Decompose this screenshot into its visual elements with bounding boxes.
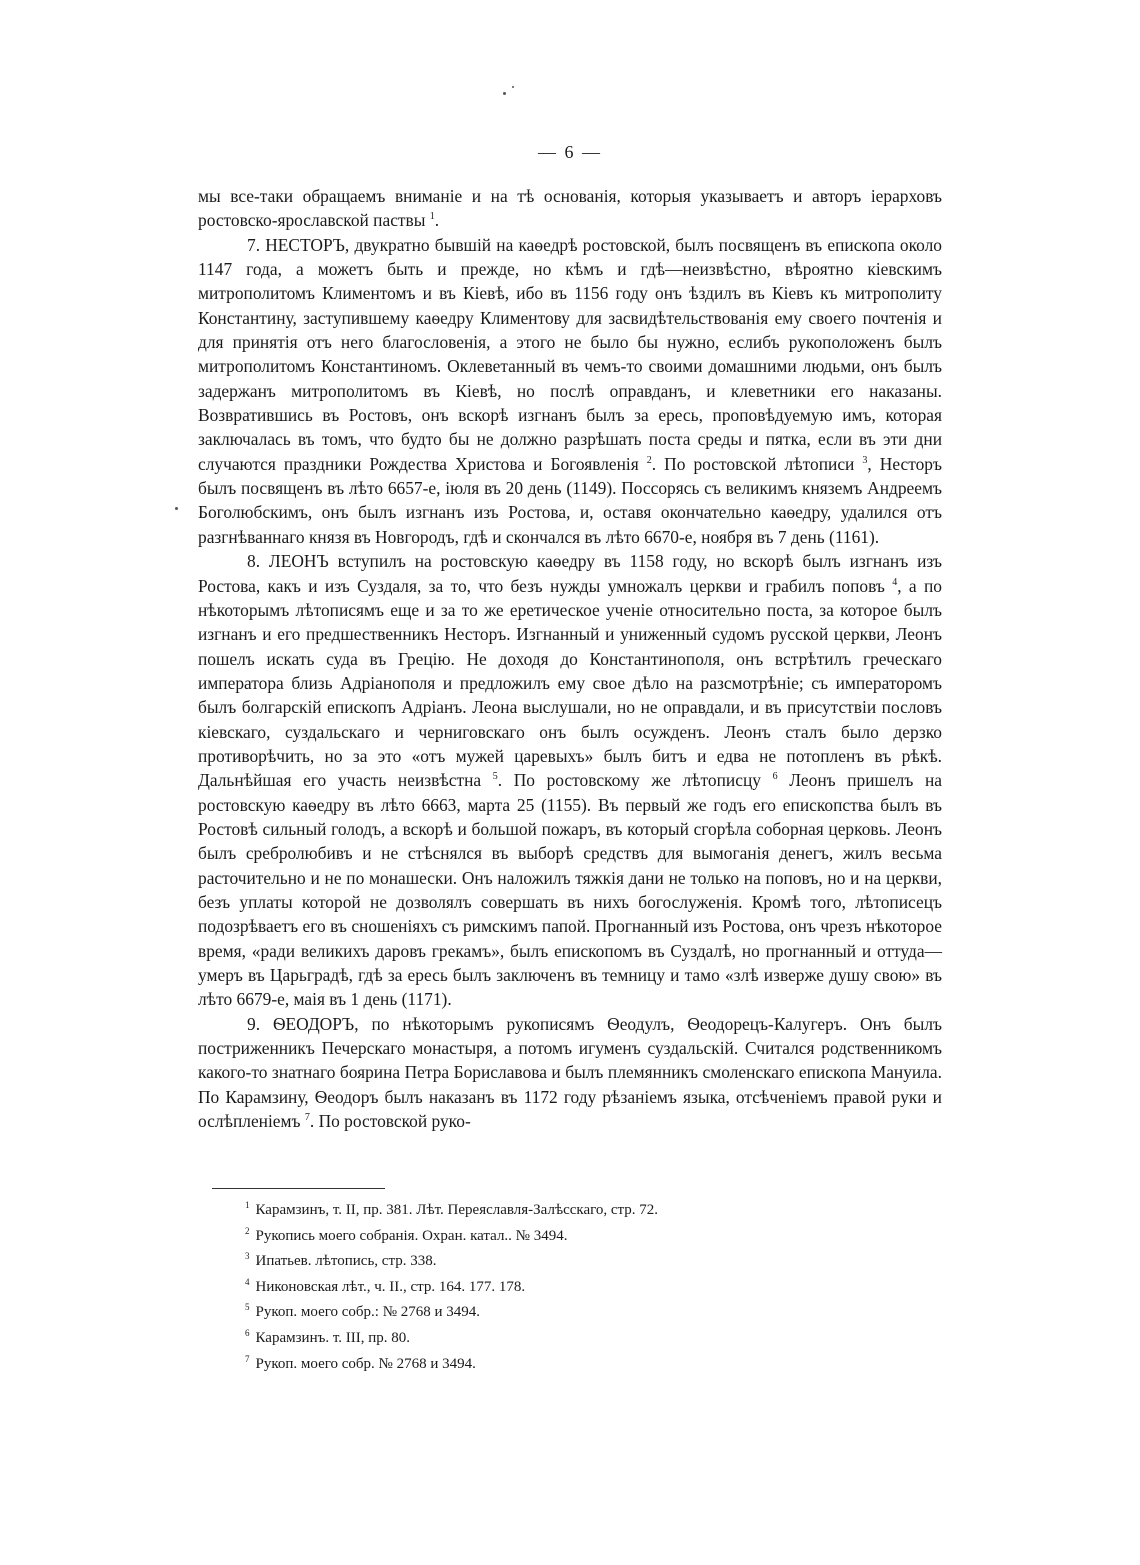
footnote-text: Рукоп. моего собр. № 2768 и 3494. [255, 1355, 476, 1372]
paragraph-text: 7. НЕСТОРЪ, двукратно бывшій на каѳедрѣ ростовской, былъ посвященъ въ епископа около 1147 года, а можетъ быть и прежде, но кѣмъ и гдѣ—неизвѣстно, вѣроятно кіевскимъ митрополитомъ Климентомъ и въ Кіевѣ, ибо въ 1156 году онъ ѣздилъ въ Кіевъ къ митрополиту Константину, заступившему каѳедру Климентову для засвидѣтельствованія ему своего почтенія и для принятія отъ него благословенія, а этого не было бы нужно, еслибъ рукоположенъ былъ митрополитомъ Константиномъ. Оклеветанный въ чемъ-то своими домашними людьми, онъ былъ задержанъ митрополитомъ въ Кіевѣ, но послѣ оправданъ, и клеветники его наказаны. Возвратившись въ Ростовъ, онъ вскорѣ изгнанъ былъ за ересь, проповѣдуемую имъ, которая заключалась въ томъ, что будто бы не должно разрѣшать поста среды и пятка, если въ эти дни случаются праздники Рождества Христова и Богоявленія [198, 234, 942, 474]
footnote-reference: 5 [492, 771, 498, 783]
footnote-reference: 6 [772, 771, 778, 783]
page-number: — 6 — [538, 142, 602, 162]
footnote-reference: 7 [304, 1112, 310, 1124]
paragraph-text: , а по нѣкоторымъ лѣтописямъ еще и за то же еретическое ученіе относительно поста, за которое былъ изгнанъ и его предшественникъ Несторъ. Изгнанный и униженный судомъ русской церкви, Леонъ пошелъ искать суда въ Грецію. Не доходя до Константинополя, онъ встрѣтилъ греческаго императора близь Адріанополя и предложилъ ему свое дѣло на разсмотрѣніе; съ императоромъ былъ болгарскій епископъ Адріанъ. Леона выслушали, но не оправдали, и въ присутствіи пословъ кіевскаго, суздальскаго и черниговскаго онъ былъ осужденъ. Леонъ сталъ было дерзко противорѣчить, но за это «отъ мужей царевыхъ» былъ битъ и едва не потопленъ въ рѣкѣ. Дальнѣйшая его участь неизвѣстна [198, 575, 942, 791]
footnote-mark: 5 [245, 1302, 250, 1313]
footnote [245, 1297, 865, 1323]
footnote-text: Карамзинъ, т. II, пр. 381. Лѣт. Переяславля-Залѣсскаго, стр. 72. [255, 1202, 659, 1218]
footnote-mark: 6 [245, 1327, 250, 1338]
footnote-mark: 1 [245, 1200, 250, 1210]
ink-speck [512, 86, 514, 88]
ink-speck [175, 507, 178, 510]
paragraph [198, 184, 942, 233]
paragraph-text: . По ростовской лѣтописи [651, 453, 863, 474]
footnote-mark: 2 [245, 1225, 250, 1236]
footnote-text: Карамзинъ. т. III, пр. 80. [255, 1329, 411, 1346]
footnote-reference: 4 [892, 576, 898, 588]
footnote [245, 1195, 865, 1221]
paragraph-text: Леонъ пришелъ на ростовскую каѳедру въ лѣто 6663, марта 25 (1155). Въ первый же годъ его епископства былъ въ Ростовѣ сильный голодъ, а вскорѣ и большой пожаръ, въ который сгорѣла соборная церковь. Леонъ былъ сребролюбивъ и не стѣснялся въ выборѣ средствъ для вымоганія денегъ, жилъ весьма расточительно и не по монашески. Онъ наложилъ тяжкія дани не только на поповъ, но и на церкви, безъ уплаты которой не дозволялъ совершать въ нихъ богослуженія. Кромѣ того, лѣтописецъ подозрѣваетъ его въ сношеніяхъ съ римскимъ папой. Прогнанный изъ Ростова, онъ чрезъ нѣкоторое время, «ради великихъ даровъ грекамъ», былъ епископомъ въ Суздалѣ, но прогнанный и оттуда—умеръ въ Царьградѣ, гдѣ за ересь былъ заключенъ въ темницу и тамо «злѣ изверже душу свою» въ лѣто 6679-е, маія въ 1 день (1171). [198, 770, 942, 1010]
paragraph-text: 8. ЛЕОНЪ вступилъ на ростовскую каѳедру въ 1158 году, но вскорѣ былъ изгнанъ изъ Ростова, какъ и изъ Суздаля, за то, что безъ нужды умножалъ церкви и грабилъ поповъ [198, 551, 942, 596]
footnote [245, 1272, 865, 1298]
footnote-reference: 3 [862, 454, 868, 466]
paragraph [198, 1012, 942, 1134]
footnote-mark: 3 [245, 1251, 250, 1262]
paragraph-text: . По ростовскому же лѣтописцу [497, 770, 773, 791]
footnote-text: Никоновская лѣт., ч. II., стр. 164. 177. 178. [255, 1278, 526, 1295]
footnote-text: Ипатьев. лѣтопись, стр. 338. [255, 1253, 437, 1270]
footnote-text: Рукоп. моего собр.: № 2768 и 3494. [255, 1304, 481, 1321]
body-text [198, 184, 942, 1133]
footnote-mark: 4 [245, 1276, 250, 1287]
footnote [245, 1246, 865, 1272]
paragraph-text: 9. ѲЕОДОРЪ, по нѣкоторымъ рукописямъ Ѳеодулъ, Ѳеодорецъ-Калугеръ. Онъ былъ постриженникъ Печерскаго монастыря, а потомъ игуменъ суздальскій. Считался родственникомъ какого-то знатнаго боярина Петра Бориславова и былъ племянникъ смоленскаго епископа Мануила. По Карамзину, Ѳеодоръ былъ наказанъ въ 1172 году рѣзаніемъ языка, отсѣченіемъ правой руки и ослѣпленіемъ [198, 1013, 942, 1132]
paragraph [198, 549, 942, 1012]
footnote-mark: 7 [245, 1353, 250, 1364]
paragraph-text: . [434, 210, 440, 231]
footnote-text: Рукопись моего собранія. Охран. катал.. № 3494. [255, 1227, 568, 1244]
footnote-reference: 1 [429, 211, 435, 223]
footnote [245, 1349, 865, 1375]
footnote-divider [212, 1188, 385, 1189]
paragraph-text: мы все-таки обращаемъ вниманіе и на тѣ основанія, которыя указываетъ и авторъ іерарховъ ростовско-ярославской паствы [198, 186, 942, 231]
footnote-reference: 2 [646, 454, 652, 466]
paragraph [198, 233, 942, 549]
footnotes-list [245, 1195, 865, 1374]
ink-speck [503, 92, 506, 95]
paragraph-text: , Несторъ былъ посвященъ въ лѣто 6657-е, іюля въ 20 день (1149). Поссорясь съ великимъ княземъ Андреемъ Боголюбскимъ, онъ былъ изгнанъ изъ Ростова, и, оставя окончательно каѳедру, удалился отъ разгнѣваннаго князя въ Новгородъ, гдѣ и скончался въ лѣто 6670-е, ноября въ 7 день (1161). [198, 453, 942, 547]
footnote [245, 1323, 865, 1349]
paragraph-text: . По ростовской руко- [309, 1111, 471, 1132]
footnote [245, 1221, 865, 1247]
